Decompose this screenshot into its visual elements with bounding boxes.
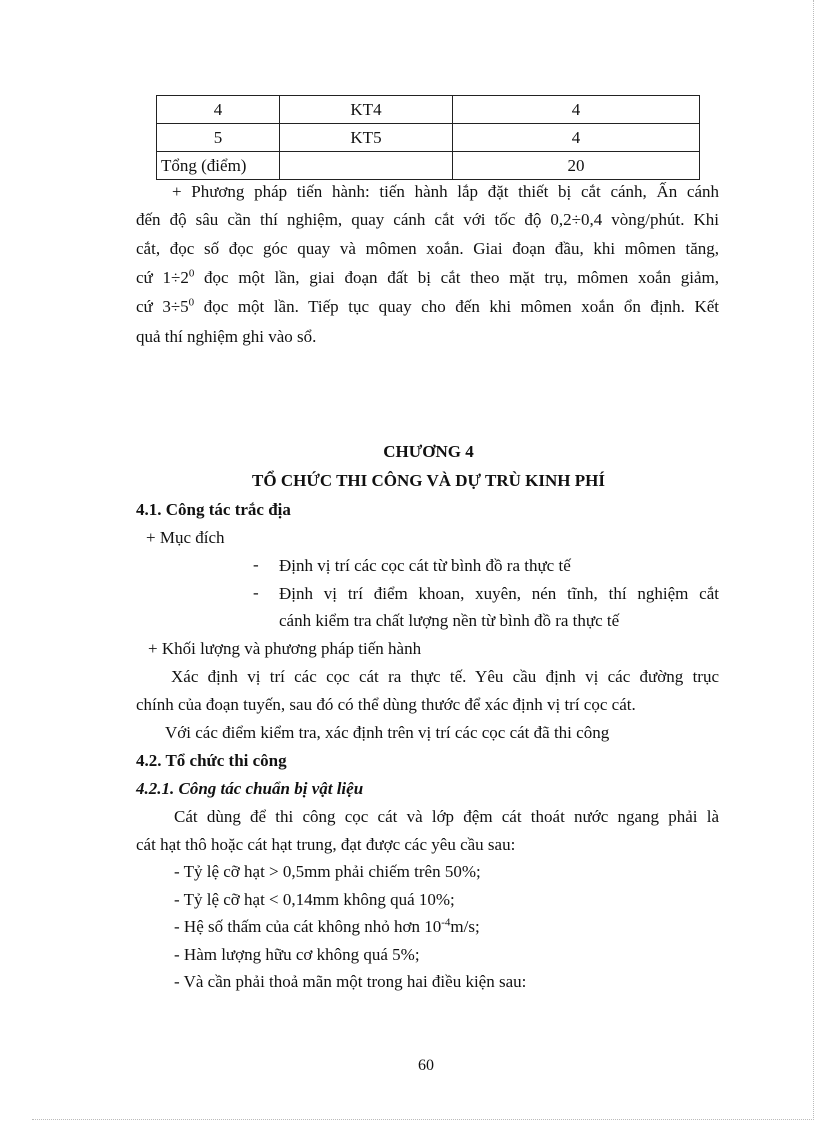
table-row (157, 124, 700, 152)
page-number: 60 (418, 1057, 434, 1074)
paragraph-line: cát hạt thô hoặc cát hạt trung, đạt được các yêu cầu sau: (136, 835, 516, 854)
chapter-number: CHƯƠNG 4 (383, 442, 474, 461)
table-cell: 20 (453, 152, 700, 180)
table-row (157, 152, 700, 180)
bullet-item: Định vị trí điểm khoan, xuyên, nén tĩnh, thí nghiệm cắt (279, 584, 719, 603)
table-cell: 4 (453, 124, 700, 152)
table-cell: 4 (157, 96, 280, 124)
bullet-dash: - (253, 555, 259, 574)
volume-label: + Khối lượng và phương pháp tiến hành (148, 639, 422, 658)
section-heading: 4.2. Tổ chức thi công (136, 751, 287, 770)
bullet-dash: - (253, 583, 259, 602)
table-cell: Tổng (điểm) (157, 152, 280, 180)
bullet-item-continued: cánh kiểm tra chất lượng nền từ bình đồ ra thực tế (279, 611, 620, 630)
requirement-item: - Hàm lượng hữu cơ không quá 5%; (174, 945, 420, 964)
paragraph-line: Xác định vị trí các cọc cát ra thực tế. Yêu cầu định vị các đường trục (171, 667, 719, 686)
table-cell: 5 (157, 124, 280, 152)
score-table (156, 95, 700, 180)
para1-line: cứ $1\div 2^0$ đọc một lần, giai đoạn đất bị cắt theo mặt trụ, mômen xoắn giảm, (136, 267, 720, 287)
requirement-item: - Và cần phải thoả mãn một trong hai điều kiện sau: (174, 972, 527, 991)
bullet-item: Định vị trí các cọc cát từ bình đồ ra thực tế (279, 556, 571, 575)
paragraph-line: Với các điểm kiểm tra, xác định trên vị trí các cọc cát đã thi công (165, 723, 610, 742)
para1-line: cứ $3\div 5^0$ đọc một lần. Tiếp tục quay cho đến khi mômen xoắn ổn định. Kết (136, 296, 719, 316)
requirement-item: - Tỷ lệ cỡ hạt > 0,5mm phải chiếm trên 50%; (174, 862, 481, 881)
table-row (157, 96, 700, 124)
table-cell: KT5 (280, 124, 453, 152)
paragraph-line: Cát dùng để thi công cọc cát và lớp đệm cát thoát nước ngang phải là (174, 807, 719, 826)
subsection-heading: 4.2.1. Công tác chuẩn bị vật liệu (136, 779, 364, 798)
para1-line: cắt, đọc số đọc góc quay và mômen xoắn. Giai đoạn đầu, khi mômen tăng, (136, 239, 719, 258)
paragraph-line: chính của đoạn tuyến, sau đó có thể dùng thước để xác định vị trí cọc cát. (136, 695, 636, 714)
para1-line: đến độ sâu cần thí nghiệm, quay cánh cắt với tốc độ 0,2÷0,4 vòng/phút. Khi (136, 210, 719, 229)
para1-line: quả thí nghiệm ghi vào sổ. (136, 327, 317, 346)
requirement-item: - Hệ số thấm của cát không nhỏ hơn $10^{-4}m/s$; (174, 916, 480, 936)
purpose-label: + Mục đích (146, 528, 225, 547)
table-cell: 4 (453, 96, 700, 124)
chapter-title: TỔ CHỨC THI CÔNG VÀ DỰ TRÙ KINH PHÍ (252, 471, 605, 490)
para1-line: + Phương pháp tiến hành: tiến hành lắp đặt thiết bị cắt cánh, Ấn cánh (172, 182, 719, 201)
table-cell (280, 152, 453, 180)
section-heading: 4.1. Công tác trắc địa (136, 500, 291, 519)
table-cell: KT4 (280, 96, 453, 124)
requirement-item: - Tỷ lệ cỡ hạt < 0,14mm không quá 10%; (174, 890, 455, 909)
